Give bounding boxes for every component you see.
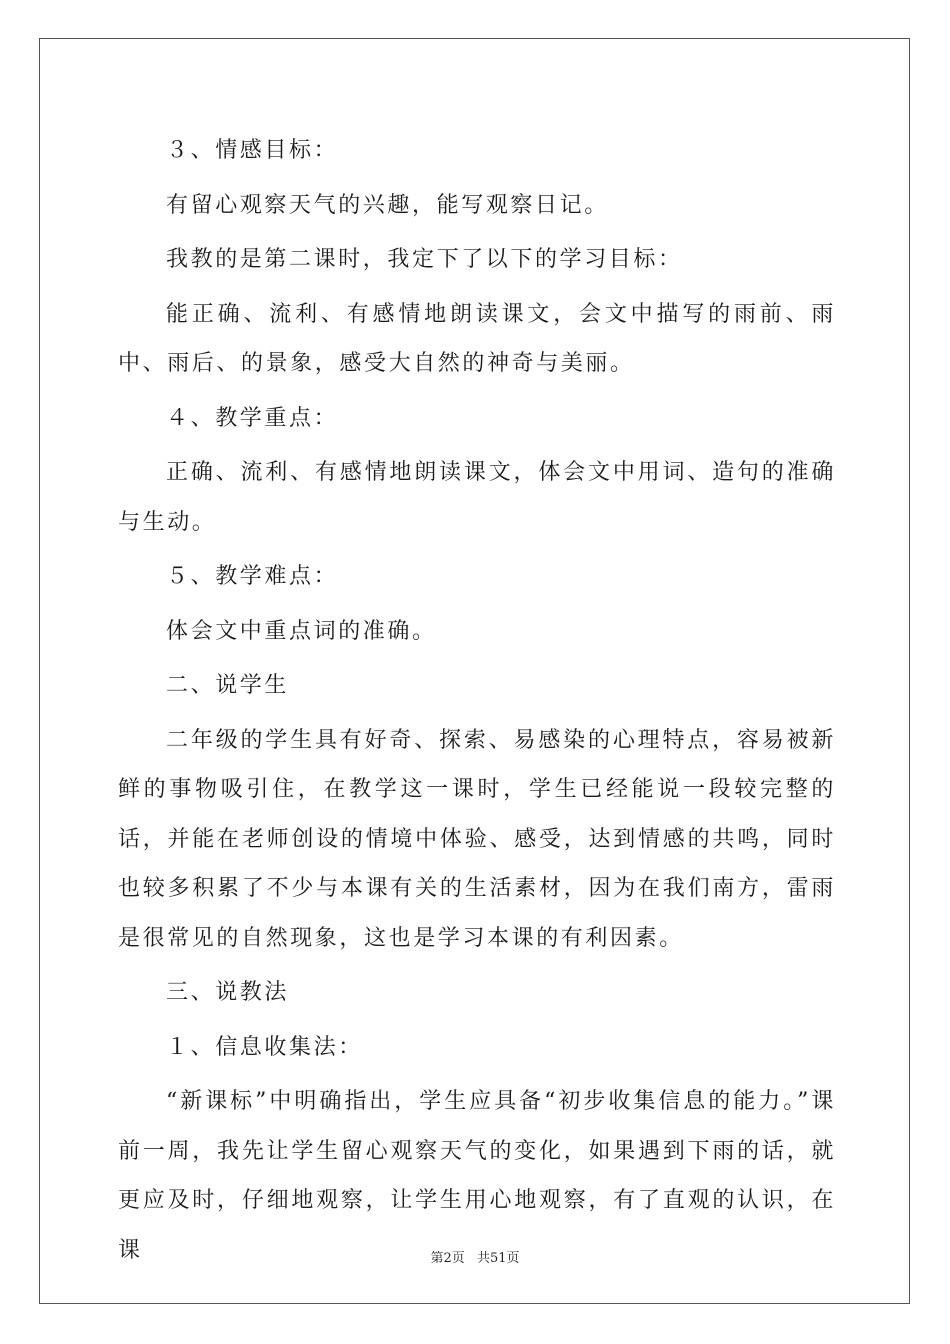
paragraph: 二年级的学生具有好奇、探索、易感染的心理特点，容易被新鲜的事物吸引住，在教学这一课时，学生已经能说一段较完整的话，并能在老师创设的情境中体验、感受，达到情感的共鸣，同时也较多积累了不少与本课有关的生活素材，因为在我们南方，雷雨是很常见的自然现象，这也是学习本课的有利因素。 xyxy=(118,727,836,951)
paragraph: ４、教学重点： xyxy=(166,405,339,431)
paragraph: 有留心观察天气的兴趣，能写观察日记。 xyxy=(166,192,609,218)
paragraph: “新课标”中明确指出，学生应具备“初步收集信息的能力。”课前一周，我先让学生留心观察天气的变化，如果遇到下雨的话，就更应及时，仔细地观察，让学生用心地观察，有了直观的认识，在课 xyxy=(118,1089,836,1263)
paragraph: ３、情感目标： xyxy=(166,138,339,163)
paragraph: １、信息收集法： xyxy=(166,1034,363,1060)
paragraph: 我教的是第二课时，我定下了以下的学习目标： xyxy=(166,247,683,272)
paragraph: 三、说教法 xyxy=(166,980,290,1005)
document-body xyxy=(118,126,836,1280)
page-footer xyxy=(0,1247,950,1266)
paragraph: 正确、流利、有感情地朗读课文，体会文中用词、造句的准确与生动。 xyxy=(118,460,836,535)
paragraph: ５、教学难点： xyxy=(166,564,339,589)
page-total: 共51页 xyxy=(476,1251,520,1266)
page-number: 第2页 xyxy=(430,1251,465,1266)
paragraph: 体会文中重点词的准确。 xyxy=(166,618,437,644)
paragraph: 能正确、流利、有感情地朗读课文，会文中描写的雨前、雨中、雨后、的景象，感受大自然的神奇与美丽。 xyxy=(118,301,836,376)
paragraph: 二、说学生 xyxy=(166,673,290,698)
